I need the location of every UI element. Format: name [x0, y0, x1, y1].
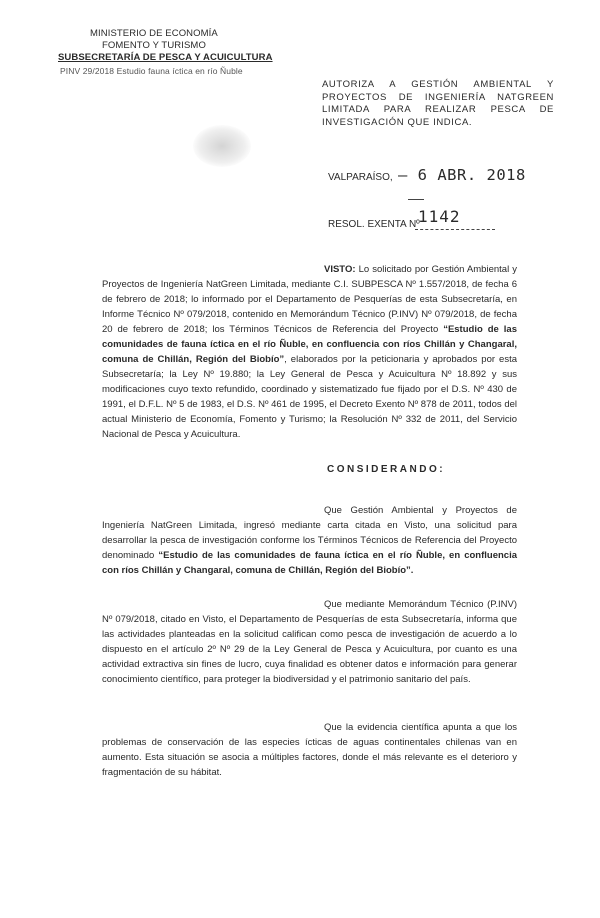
p1-project-name: “Estudio de las comunidades de fauna íctica en el río Ñuble, en confluencia con ríos Chillán y Changaral, comuna de Chillán, Región del Biobío”. — [102, 550, 517, 576]
p1-text: Que Gestión Ambiental y Proyectos de Ingeniería NatGreen Limitada, ingresó mediante carta citada en Visto, una solicitud para desarrollar la pesca de investigación conforme los Términos Técnicos de Referencia del Proyecto denominado — [102, 505, 517, 561]
file-reference: PINV 29/2018 Estudio fauna íctica en río Ñuble — [60, 66, 243, 76]
dash-mark — [408, 199, 424, 200]
visto-label: VISTO: — [324, 264, 356, 275]
date-stamp: – 6 ABR. 2018 — [398, 166, 526, 184]
considerando-paragraph-3: Que la evidencia científica apunta a que los problemas de conservación de las especies ícticas de aguas continentales chilenas van en aumento. Esta situación se asocia a múltiples factores, donde el más relevante es el deterioro y fragmentación de su hábitat. — [102, 722, 517, 778]
considerando-heading: CONSIDERANDO: — [327, 464, 446, 475]
resolution-number: 1142 — [418, 207, 461, 226]
official-seal-stamp — [193, 125, 251, 167]
ministry-subtitle: FOMENTO Y TURISMO — [102, 40, 206, 51]
considerando-paragraph-2: Que mediante Memorándum Técnico (P.INV) Nº 079/2018, citado en Visto, el Departamento de Pesquerías de esta Subsecretaría, informa que las actividades planteadas en la solicitud califican como pesca de investigación de acuerdo a lo dispuesto en el artículo 2º Nº 29 de la Ley General de Pesca y Acuicultura, por cuanto es una actividad extractiva sin fines de lucro, cuya finalidad es obtener datos e información para generar conocimiento científico, para proteger la biodiversidad y el patrimonio sanitario del país. — [102, 599, 517, 685]
considerando-paragraph-1 — [102, 503, 517, 578]
resolution-underline — [415, 229, 495, 230]
document-title: AUTORIZA A GESTIÓN AMBIENTAL Y PROYECTOS DE INGENIERÍA NATGREEN LIMITADA PARA REALIZAR PESCA DE INVESTIGACIÓN QUE INDICA. — [322, 79, 554, 128]
visto-text-1: Lo solicitado por Gestión Ambiental y Proyectos de Ingeniería NatGreen Limitada, mediante C.I. SUBPESCA Nº 1.557/2018, de fecha 6 de febrero de 2018; lo informado por el Departamento de Pesquerías de esta Subsecretaría, en Informe Técnico Nº 079/2018, contenido en Memorándum Técnico (P.INV) Nº 079/2018, de fecha 20 de febrero de 2018; los Términos Técnicos de Referencia del Proyecto — [102, 264, 517, 335]
visto-text-2: , elaborados por la peticionaria y aprobados por esta Subsecretaría; la Ley Nº 19.880; la Ley General de Pesca y Acuicultura Nº 18.892 y sus modificaciones cuyo texto refundido, coordinado y sistematizado fue fijado por el D.S. Nº 430 de 1991, el D.F.L. Nº 5 de 1983, el D.S. Nº 461 de 1995, el Decreto Exento Nº 878 de 2011, todos del actual Ministerio de Economía, Fomento y Turismo; la Resolución Nº 332 de 2011, del Servicio Nacional de Pesca y Acuicultura. — [102, 354, 517, 440]
place-label: VALPARAÍSO, — [328, 172, 393, 183]
subsecretariat-name: SUBSECRETARÍA DE PESCA Y ACUICULTURA — [58, 52, 273, 63]
resolution-label: RESOL. EXENTA Nº — [328, 219, 420, 230]
ministry-name: MINISTERIO DE ECONOMÍA — [90, 28, 218, 39]
visto-project-name: “Estudio de las comunidades de fauna íctica en el río Ñuble, en confluencia con ríos Chillán y Changaral, comuna de Chillán, Región del Biobío” — [102, 324, 517, 365]
visto-paragraph — [102, 262, 517, 442]
